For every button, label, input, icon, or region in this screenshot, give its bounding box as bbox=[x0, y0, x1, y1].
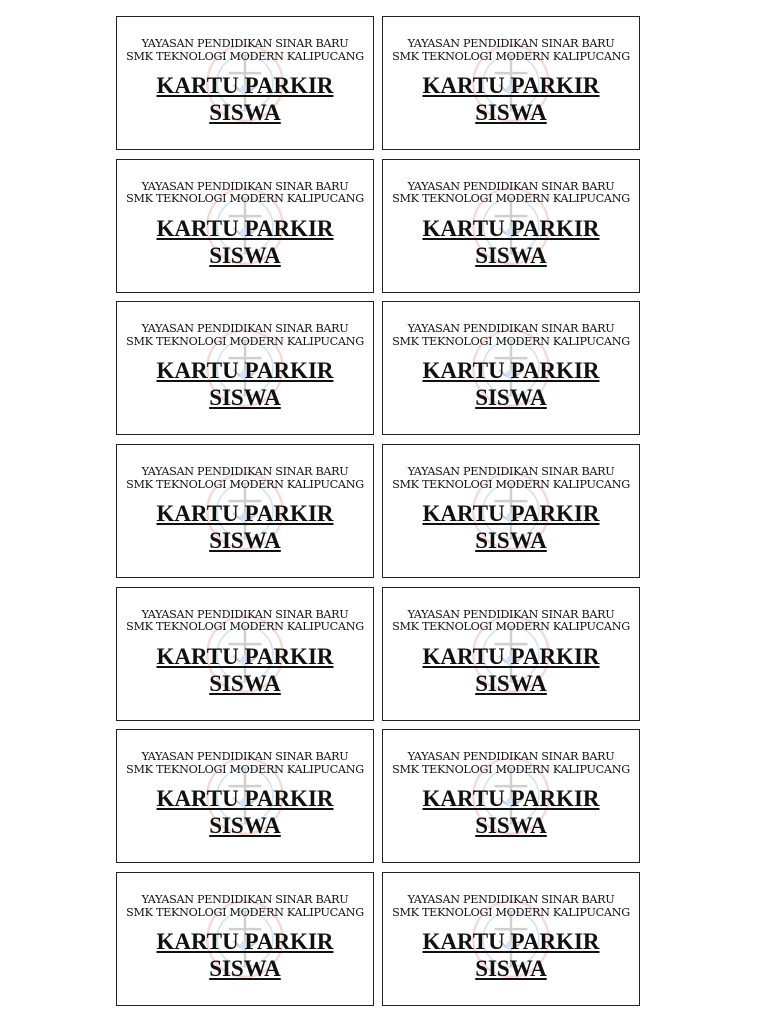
parking-card bbox=[116, 729, 374, 863]
parking-card-sheet bbox=[116, 16, 640, 1004]
school-name: SMK TEKNOLOGI MODERN KALIPUCANG bbox=[126, 762, 364, 776]
card-title-line1 bbox=[383, 72, 639, 99]
card-title-line1 bbox=[117, 72, 373, 99]
parking-card bbox=[116, 444, 374, 578]
card-title-line2 bbox=[117, 812, 373, 839]
card-title-line1-text: KARTU PARKIR bbox=[156, 501, 334, 527]
school-name: SMK TEKNOLOGI MODERN KALIPUCANG bbox=[126, 477, 364, 491]
school-name: SMK TEKNOLOGI MODERN KALIPUCANG bbox=[392, 334, 630, 348]
school-name: SMK TEKNOLOGI MODERN KALIPUCANG bbox=[126, 905, 364, 919]
school-name: SMK TEKNOLOGI MODERN KALIPUCANG bbox=[392, 477, 630, 491]
card-title-line2 bbox=[117, 384, 373, 411]
card-title-line2-text: SISWA bbox=[475, 956, 547, 982]
foundation-name: YAYASAN PENDIDIKAN SINAR BARU bbox=[407, 465, 615, 479]
card-title-line2-text: SISWA bbox=[475, 670, 547, 696]
card-title-line2-text: SISWA bbox=[475, 813, 547, 839]
school-name: SMK TEKNOLOGI MODERN KALIPUCANG bbox=[126, 49, 364, 63]
foundation-name: YAYASAN PENDIDIKAN SINAR BARU bbox=[141, 322, 349, 336]
card-title-line1 bbox=[383, 928, 639, 955]
parking-card bbox=[382, 159, 640, 293]
card-title-line1 bbox=[383, 357, 639, 384]
card-title-line1-text: KARTU PARKIR bbox=[422, 215, 600, 241]
parking-card bbox=[116, 159, 374, 293]
card-title-line1-text: KARTU PARKIR bbox=[422, 786, 600, 812]
card-title-line2 bbox=[383, 242, 639, 269]
parking-card bbox=[116, 587, 374, 721]
card-title-line2 bbox=[117, 99, 373, 126]
card-title-line1-text: KARTU PARKIR bbox=[422, 501, 600, 527]
card-title-line1-text: KARTU PARKIR bbox=[156, 643, 334, 669]
parking-card bbox=[382, 444, 640, 578]
card-title-line1 bbox=[117, 785, 373, 812]
school-name: SMK TEKNOLOGI MODERN KALIPUCANG bbox=[392, 905, 630, 919]
card-title-line1-text: KARTU PARKIR bbox=[422, 73, 600, 98]
card-title-line1-text: KARTU PARKIR bbox=[156, 73, 334, 98]
parking-card bbox=[116, 16, 374, 150]
school-name: SMK TEKNOLOGI MODERN KALIPUCANG bbox=[392, 620, 630, 634]
card-title-line2-text: SISWA bbox=[475, 242, 547, 268]
card-title-line1-text: KARTU PARKIR bbox=[156, 929, 334, 955]
card-title-line1 bbox=[383, 643, 639, 670]
card-title-line2-text: SISWA bbox=[209, 100, 281, 125]
foundation-name: YAYASAN PENDIDIKAN SINAR BARU bbox=[141, 465, 349, 479]
card-title-line1 bbox=[117, 215, 373, 242]
parking-card bbox=[116, 301, 374, 435]
card-title-line2 bbox=[383, 955, 639, 982]
card-title-line1-text: KARTU PARKIR bbox=[156, 215, 334, 241]
card-title-line2-text: SISWA bbox=[475, 385, 547, 411]
card-title-line2-text: SISWA bbox=[209, 242, 281, 268]
school-name: SMK TEKNOLOGI MODERN KALIPUCANG bbox=[126, 192, 364, 206]
parking-card bbox=[382, 587, 640, 721]
foundation-name: YAYASAN PENDIDIKAN SINAR BARU bbox=[141, 893, 349, 907]
school-name: SMK TEKNOLOGI MODERN KALIPUCANG bbox=[392, 49, 630, 63]
foundation-name: YAYASAN PENDIDIKAN SINAR BARU bbox=[141, 37, 349, 50]
foundation-name: YAYASAN PENDIDIKAN SINAR BARU bbox=[407, 322, 615, 336]
card-title-line2 bbox=[117, 955, 373, 982]
card-title-line1-text: KARTU PARKIR bbox=[422, 358, 600, 384]
school-name: SMK TEKNOLOGI MODERN KALIPUCANG bbox=[126, 620, 364, 634]
card-title-line2 bbox=[383, 99, 639, 126]
parking-card bbox=[116, 872, 374, 1006]
card-title-line2-text: SISWA bbox=[209, 385, 281, 411]
foundation-name: YAYASAN PENDIDIKAN SINAR BARU bbox=[407, 37, 615, 50]
foundation-name: YAYASAN PENDIDIKAN SINAR BARU bbox=[141, 607, 349, 621]
foundation-name: YAYASAN PENDIDIKAN SINAR BARU bbox=[407, 607, 615, 621]
parking-card bbox=[382, 729, 640, 863]
card-title-line1 bbox=[383, 215, 639, 242]
card-title-line1 bbox=[117, 500, 373, 527]
card-title-line2 bbox=[117, 670, 373, 697]
card-title-line2-text: SISWA bbox=[475, 528, 547, 554]
school-name: SMK TEKNOLOGI MODERN KALIPUCANG bbox=[392, 762, 630, 776]
parking-card bbox=[382, 301, 640, 435]
card-title-line2-text: SISWA bbox=[209, 528, 281, 554]
card-title-line2 bbox=[383, 812, 639, 839]
card-title-line2 bbox=[383, 670, 639, 697]
card-title-line2-text: SISWA bbox=[209, 956, 281, 982]
card-title-line1 bbox=[117, 357, 373, 384]
foundation-name: YAYASAN PENDIDIKAN SINAR BARU bbox=[407, 179, 615, 193]
school-name: SMK TEKNOLOGI MODERN KALIPUCANG bbox=[392, 192, 630, 206]
school-name: SMK TEKNOLOGI MODERN KALIPUCANG bbox=[126, 334, 364, 348]
card-title-line1 bbox=[383, 500, 639, 527]
card-title-line2 bbox=[117, 242, 373, 269]
card-title-line2-text: SISWA bbox=[475, 100, 547, 125]
card-title-line2 bbox=[383, 527, 639, 554]
foundation-name: YAYASAN PENDIDIKAN SINAR BARU bbox=[407, 893, 615, 907]
card-title-line2 bbox=[117, 527, 373, 554]
foundation-name: YAYASAN PENDIDIKAN SINAR BARU bbox=[141, 179, 349, 193]
card-title-line2 bbox=[383, 384, 639, 411]
foundation-name: YAYASAN PENDIDIKAN SINAR BARU bbox=[407, 750, 615, 764]
foundation-name: YAYASAN PENDIDIKAN SINAR BARU bbox=[141, 750, 349, 764]
parking-card bbox=[382, 872, 640, 1006]
card-title-line1-text: KARTU PARKIR bbox=[422, 643, 600, 669]
parking-card bbox=[382, 16, 640, 150]
card-title-line2-text: SISWA bbox=[209, 670, 281, 696]
card-title-line1-text: KARTU PARKIR bbox=[156, 358, 334, 384]
card-title-line1-text: KARTU PARKIR bbox=[156, 786, 334, 812]
card-title-line2-text: SISWA bbox=[209, 813, 281, 839]
card-title-line1 bbox=[383, 785, 639, 812]
card-title-line1-text: KARTU PARKIR bbox=[422, 929, 600, 955]
card-title-line1 bbox=[117, 928, 373, 955]
card-title-line1 bbox=[117, 643, 373, 670]
